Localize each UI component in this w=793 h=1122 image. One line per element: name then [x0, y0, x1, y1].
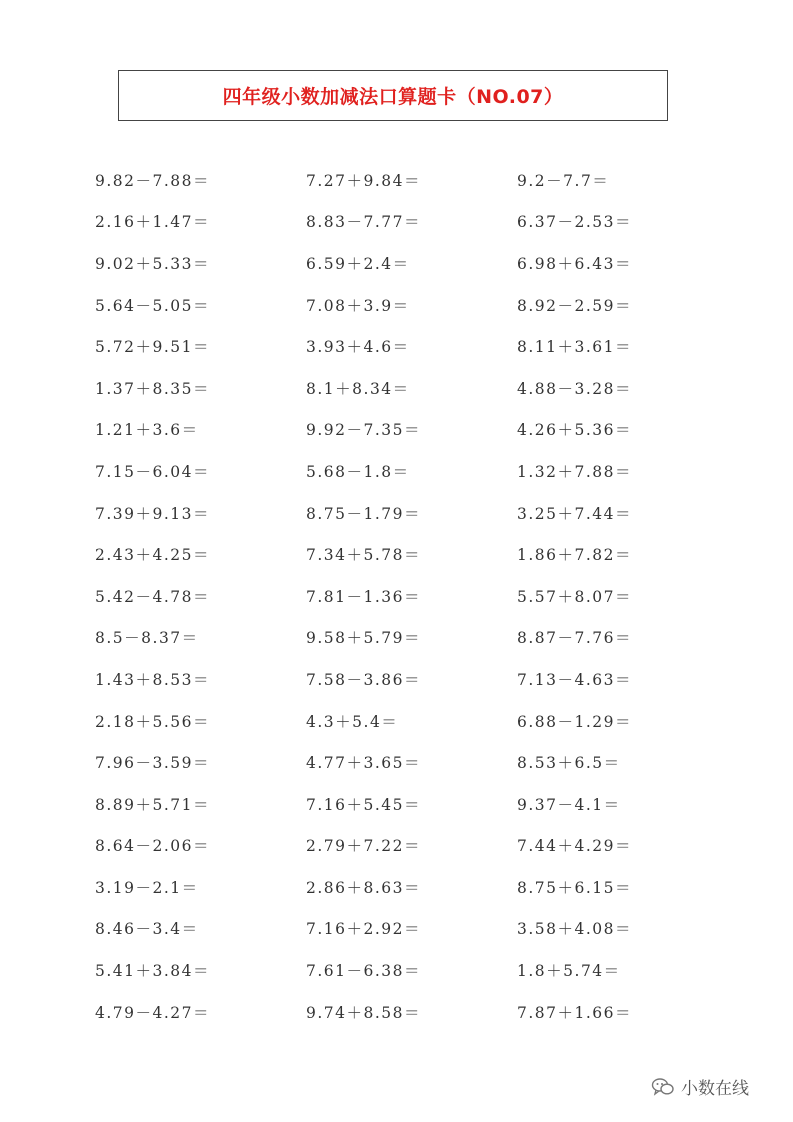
- problem-item: 2.86＋8.63＝: [306, 878, 422, 897]
- problem-row: [95, 242, 735, 284]
- problem-row: [95, 533, 735, 575]
- problem-item: 3.58＋4.08＝: [517, 920, 633, 939]
- problem-item: 8.87－7.76＝: [517, 629, 633, 648]
- problem-item: 6.98＋6.43＝: [517, 254, 633, 273]
- problem-row: [95, 949, 735, 991]
- problem-item: 6.88－1.29＝: [517, 712, 633, 731]
- problem-item: 1.8＋5.74＝: [517, 962, 621, 981]
- problem-item: 5.57＋8.07＝: [517, 587, 633, 606]
- problem-item: 9.92－7.35＝: [306, 421, 422, 440]
- problem-item: 9.02＋5.33＝: [95, 254, 211, 273]
- problem-row: [95, 492, 735, 534]
- watermark: [651, 1074, 749, 1099]
- problem-item: 5.72＋9.51＝: [95, 338, 211, 357]
- problem-item: 1.43＋8.53＝: [95, 670, 211, 689]
- problem-item: 4.26＋5.36＝: [517, 421, 633, 440]
- problem-item: 3.19－2.1＝: [95, 878, 199, 897]
- problem-item: 7.13－4.63＝: [517, 670, 633, 689]
- problem-item: 5.68－1.8＝: [306, 462, 410, 481]
- problem-item: 7.58－3.86＝: [306, 670, 422, 689]
- problem-item: 7.15－6.04＝: [95, 462, 211, 481]
- problem-item: 3.25＋7.44＝: [517, 504, 633, 523]
- problem-row: [95, 783, 735, 825]
- page-title: 四年级小数加减法口算题卡（NO.07）: [222, 86, 564, 108]
- problem-row: [95, 741, 735, 783]
- problem-row: [95, 450, 735, 492]
- problem-item: 9.37－4.1＝: [517, 795, 621, 814]
- title-box: [118, 70, 668, 121]
- problem-row: [95, 866, 735, 908]
- problem-item: 8.75＋6.15＝: [517, 878, 633, 897]
- problem-item: 1.32＋7.88＝: [517, 462, 633, 481]
- problem-item: 7.08＋3.9＝: [306, 296, 410, 315]
- problem-item: 7.44＋4.29＝: [517, 837, 633, 856]
- problem-item: 8.11＋3.61＝: [517, 338, 633, 357]
- problem-item: 5.42－4.78＝: [95, 587, 211, 606]
- problem-item: 3.93＋4.6＝: [306, 338, 410, 357]
- problem-item: 8.83－7.77＝: [306, 213, 422, 232]
- problem-item: 5.64－5.05＝: [95, 296, 211, 315]
- problem-item: 8.75－1.79＝: [306, 504, 422, 523]
- problem-row: [95, 825, 735, 867]
- problem-item: 9.74＋8.58＝: [306, 1003, 422, 1022]
- problem-item: 8.53＋6.5＝: [517, 754, 621, 773]
- problem-item: 8.5－8.37＝: [95, 629, 199, 648]
- problem-item: 8.92－2.59＝: [517, 296, 633, 315]
- problem-item: 2.18＋5.56＝: [95, 712, 211, 731]
- problem-item: 7.39＋9.13＝: [95, 504, 211, 523]
- problem-item: 7.16＋2.92＝: [306, 920, 422, 939]
- problem-item: 9.82－7.88＝: [95, 171, 211, 190]
- problem-item: 4.77＋3.65＝: [306, 754, 422, 773]
- problem-item: 7.34＋5.78＝: [306, 546, 422, 565]
- problem-item: 1.37＋8.35＝: [95, 379, 211, 398]
- problem-item: 8.89＋5.71＝: [95, 795, 211, 814]
- problem-row: [95, 617, 735, 659]
- problem-item: 2.79＋7.22＝: [306, 837, 422, 856]
- problem-row: [95, 991, 735, 1033]
- problem-item: 5.41＋3.84＝: [95, 962, 211, 981]
- problem-item: 8.46－3.4＝: [95, 920, 199, 939]
- problem-item: 2.16＋1.47＝: [95, 213, 211, 232]
- problem-row: [95, 908, 735, 950]
- problem-item: 2.43＋4.25＝: [95, 546, 211, 565]
- problem-row: [95, 284, 735, 326]
- problem-row: [95, 409, 735, 451]
- problem-item: 9.2－7.7＝: [517, 171, 610, 190]
- wechat-icon: [651, 1077, 675, 1097]
- problem-row: [95, 367, 735, 409]
- problem-item: 4.88－3.28＝: [517, 379, 633, 398]
- problem-row: [95, 159, 735, 201]
- problem-item: 7.96－3.59＝: [95, 754, 211, 773]
- problem-item: 7.81－1.36＝: [306, 587, 422, 606]
- problem-row: [95, 658, 735, 700]
- problem-item: 7.16＋5.45＝: [306, 795, 422, 814]
- problem-row: [95, 700, 735, 742]
- problem-row: [95, 201, 735, 243]
- problem-item: 7.87＋1.66＝: [517, 1003, 633, 1022]
- problem-item: 9.58＋5.79＝: [306, 629, 422, 648]
- problem-item: 4.3＋5.4＝: [306, 712, 399, 731]
- problem-item: 4.79－4.27＝: [95, 1003, 211, 1022]
- problem-item: 7.61－6.38＝: [306, 962, 422, 981]
- problem-item: 8.64－2.06＝: [95, 837, 211, 856]
- problem-item: 6.59＋2.4＝: [306, 254, 410, 273]
- problem-row: [95, 325, 735, 367]
- watermark-text: 小数在线: [681, 1079, 749, 1099]
- problem-item: 8.1＋8.34＝: [306, 379, 410, 398]
- problem-item: 1.86＋7.82＝: [517, 546, 633, 565]
- problem-item: 7.27＋9.84＝: [306, 171, 422, 190]
- problem-item: 1.21＋3.6＝: [95, 421, 199, 440]
- problem-grid: [95, 159, 735, 1032]
- problem-row: [95, 575, 735, 617]
- problem-item: 6.37－2.53＝: [517, 213, 633, 232]
